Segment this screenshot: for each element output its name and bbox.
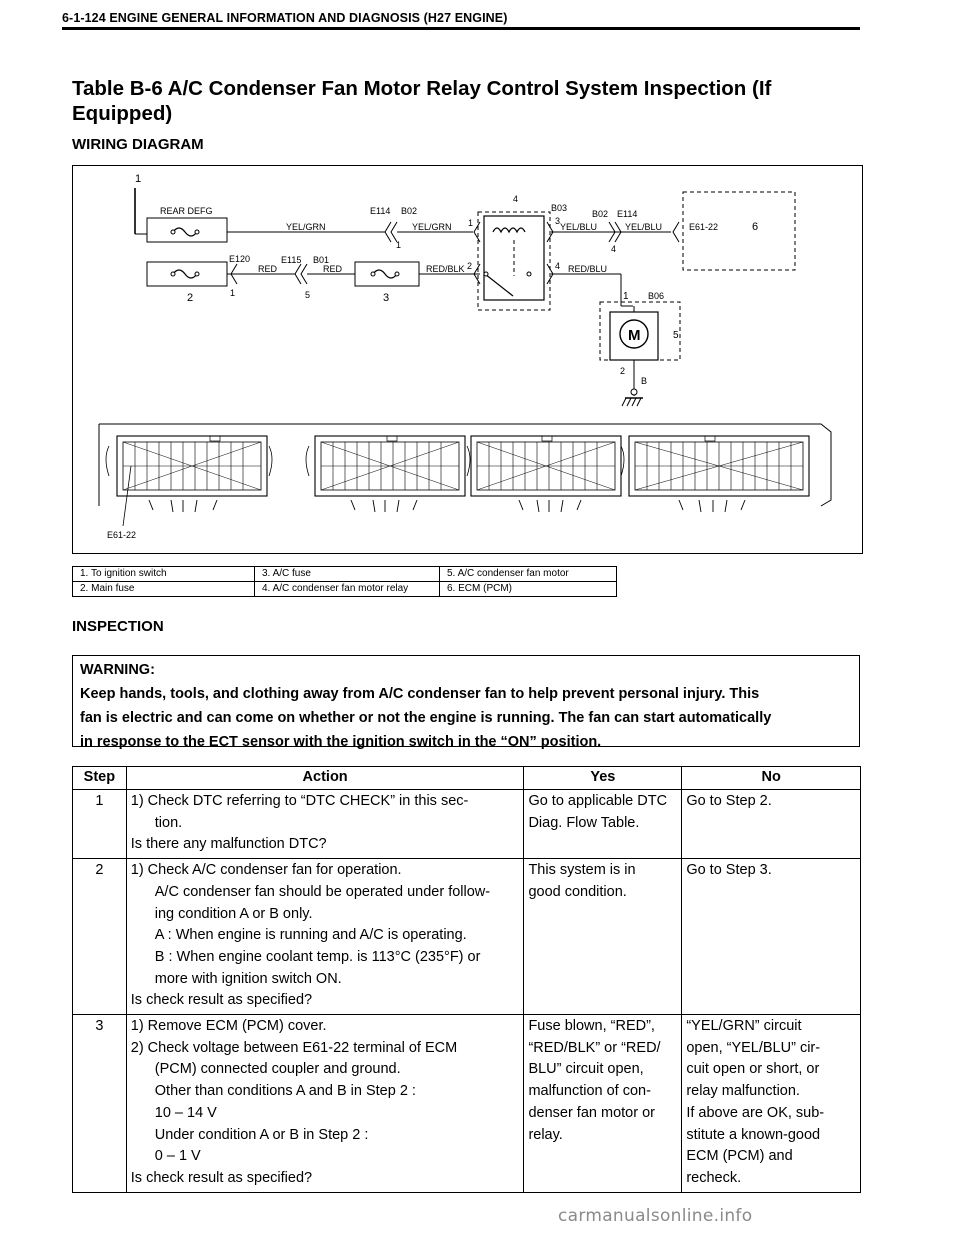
label-pin3: 3 (555, 216, 561, 226)
header-no: No (682, 767, 861, 790)
legend-cell: 1. To ignition switch (73, 567, 255, 582)
step-action (126, 790, 524, 859)
no-line: Go to Step 2. (686, 793, 772, 809)
header-yes: Yes (524, 767, 682, 790)
label-1-ignition: 1 (135, 173, 142, 185)
label-b02-b: B02 (592, 209, 609, 219)
no-line: open, “YEL/BLU” cir- (686, 1039, 821, 1056)
action-line: A : When engine is running and A/C is operating. (154, 927, 467, 944)
label-b: B (641, 376, 648, 386)
page-title (72, 76, 852, 126)
connector-2 (306, 436, 470, 496)
label-2-main-fuse: 2 (187, 292, 194, 304)
step-yes (524, 1015, 682, 1193)
label-e115: E115 (281, 255, 302, 265)
action-line: Other than conditions A and B in Step 2 : (154, 1083, 416, 1100)
table-row (73, 790, 861, 859)
step-no (682, 1015, 861, 1193)
action-line: 1) Check DTC referring to “DTC CHECK” in this sec- (130, 793, 469, 809)
yes-line: BLU” circuit open, (528, 1061, 644, 1078)
yes-line: relay. (528, 1126, 563, 1143)
action-line: 1) Check A/C condenser fan for operation. (130, 862, 402, 879)
action-line: tion. (154, 814, 183, 831)
label-pin2-relay: 2 (467, 261, 473, 271)
yes-line: “RED/BLK” or “RED/ (528, 1039, 661, 1056)
action-line: 10 – 14 V (154, 1104, 217, 1121)
label-red-blk: RED/BLK (426, 264, 465, 274)
no-line: cuit open or short, or (686, 1061, 820, 1078)
no-line: If above are OK, sub- (686, 1104, 825, 1121)
legend-cell: 6. ECM (PCM) (440, 582, 617, 597)
table-row (73, 1015, 861, 1193)
label-b03: B03 (551, 203, 568, 213)
action-line: Is check result as specified? (130, 992, 313, 1009)
action-line: ing condition A or B only. (154, 905, 313, 922)
step-action (126, 859, 524, 1015)
connector-4 (629, 436, 809, 496)
yes-line: Diag. Flow Table. (528, 814, 640, 831)
label-yel-grn-a: YEL/GRN (286, 222, 326, 232)
diagram-legend (72, 566, 617, 597)
step-yes (524, 859, 682, 1015)
yes-line: This system is in (528, 862, 636, 879)
yes-line: malfunction of con- (528, 1083, 651, 1100)
inspection-heading: INSPECTION (72, 618, 164, 635)
label-e61-22: E61-22 (689, 222, 719, 232)
step-number: 3 (73, 1015, 127, 1193)
label-6-ecm: 6 (752, 221, 759, 233)
label-b06: B06 (648, 291, 665, 301)
action-line: Is there any malfunction DTC? (130, 836, 327, 853)
yes-line: Go to applicable DTC (528, 793, 668, 809)
step-no (682, 790, 861, 859)
label-pin1-b06: 1 (623, 291, 629, 302)
yes-line: Fuse blown, “RED”, (528, 1018, 655, 1035)
action-line: (PCM) connected coupler and ground. (154, 1061, 401, 1078)
label-pin5: 5 (305, 290, 311, 300)
label-3-ac-fuse: 3 (383, 292, 390, 304)
legend-cell: 4. A/C condenser fan motor relay (255, 582, 440, 597)
label-e61-22-bottom: E61-22 (107, 530, 137, 540)
action-line: more with ignition switch ON. (154, 970, 342, 987)
warning-title: WARNING: (80, 662, 155, 678)
title-line-2: Equipped) (72, 102, 173, 125)
header-step: Step (73, 767, 127, 790)
legend-row (73, 582, 617, 597)
label-b01: B01 (313, 255, 330, 265)
action-line: A/C condenser fan should be operated under follow- (154, 883, 491, 900)
action-line: B : When engine coolant temp. is 113°C (235°F) or (154, 948, 481, 965)
label-yel-blu-b: YEL/BLU (625, 222, 663, 232)
running-head: 6-1-124 ENGINE GENERAL INFORMATION AND DIAGNOSIS (H27 ENGINE) (62, 11, 508, 25)
label-e114-a: E114 (370, 206, 391, 216)
no-line: stitute a known-good (686, 1126, 821, 1143)
inspection-steps-table (72, 766, 861, 1193)
label-pin4-top: 4 (513, 194, 519, 204)
step-yes (524, 790, 682, 859)
legend-cell: 3. A/C fuse (255, 567, 440, 582)
no-line: Go to Step 3. (686, 862, 772, 879)
step-no (682, 859, 861, 1015)
warning-line: in response to the ECT sensor with the ignition switch in the “ON” position. (80, 734, 602, 750)
label-pin2-b06: 2 (620, 366, 626, 376)
warning-line: Keep hands, tools, and clothing away from A/C condenser fan to help prevent personal injury. This (80, 686, 760, 702)
connector-3 (471, 436, 624, 496)
wiring-diagram (72, 165, 863, 554)
label-yel-blu-a: YEL/BLU (560, 222, 598, 232)
step-number: 1 (73, 790, 127, 859)
label-pin1-e120: 1 (230, 288, 236, 298)
wiring-diagram-heading: WIRING DIAGRAM (72, 136, 204, 153)
step-number: 2 (73, 859, 127, 1015)
yes-line: denser fan motor or (528, 1104, 655, 1121)
legend-cell: 5. A/C condenser fan motor (440, 567, 617, 582)
header-rule (62, 27, 860, 30)
yes-line: good condition. (528, 883, 627, 900)
label-e114-b: E114 (617, 209, 638, 219)
label-rear-defg: REAR DEFG (160, 206, 213, 216)
legend-cell: 2. Main fuse (73, 582, 255, 597)
label-pin1-relay: 1 (468, 218, 474, 228)
action-line: Is check result as specified? (130, 1169, 313, 1186)
warning-line: fan is electric and can come on whether or not the engine is running. The fan can start automatically (80, 710, 772, 726)
no-line: ECM (PCM) and (686, 1148, 793, 1165)
title-line-1: Table B-6 A/C Condenser Fan Motor Relay Control System Inspection (If (72, 77, 772, 100)
legend-row (73, 567, 617, 582)
label-red-b: RED (323, 264, 343, 274)
no-line: “YEL/GRN” circuit (686, 1018, 802, 1035)
table-row (73, 859, 861, 1015)
label-pin4-relay: 4 (555, 261, 561, 271)
watermark: carmanualsonline.info (558, 1206, 753, 1226)
label-5-motor: 5 (673, 330, 679, 341)
action-line: 1) Remove ECM (PCM) cover. (130, 1018, 327, 1035)
table-header-row (73, 767, 861, 790)
step-action (126, 1015, 524, 1193)
label-motor-m: M (628, 327, 641, 344)
warning-box (72, 655, 860, 750)
label-pin1-a: 1 (396, 240, 402, 250)
label-red-a: RED (258, 264, 278, 274)
no-line: relay malfunction. (686, 1083, 800, 1100)
header-action: Action (126, 767, 524, 790)
action-line: 0 – 1 V (154, 1148, 201, 1165)
action-line: Under condition A or B in Step 2 : (154, 1126, 369, 1143)
label-pin4-e114: 4 (611, 244, 617, 254)
label-b02-a: B02 (401, 206, 418, 216)
label-yel-grn-b: YEL/GRN (412, 222, 452, 232)
label-e120: E120 (229, 254, 251, 264)
action-line: 2) Check voltage between E61-22 terminal of ECM (130, 1039, 458, 1056)
label-red-blu: RED/BLU (568, 264, 608, 274)
no-line: recheck. (686, 1169, 742, 1186)
